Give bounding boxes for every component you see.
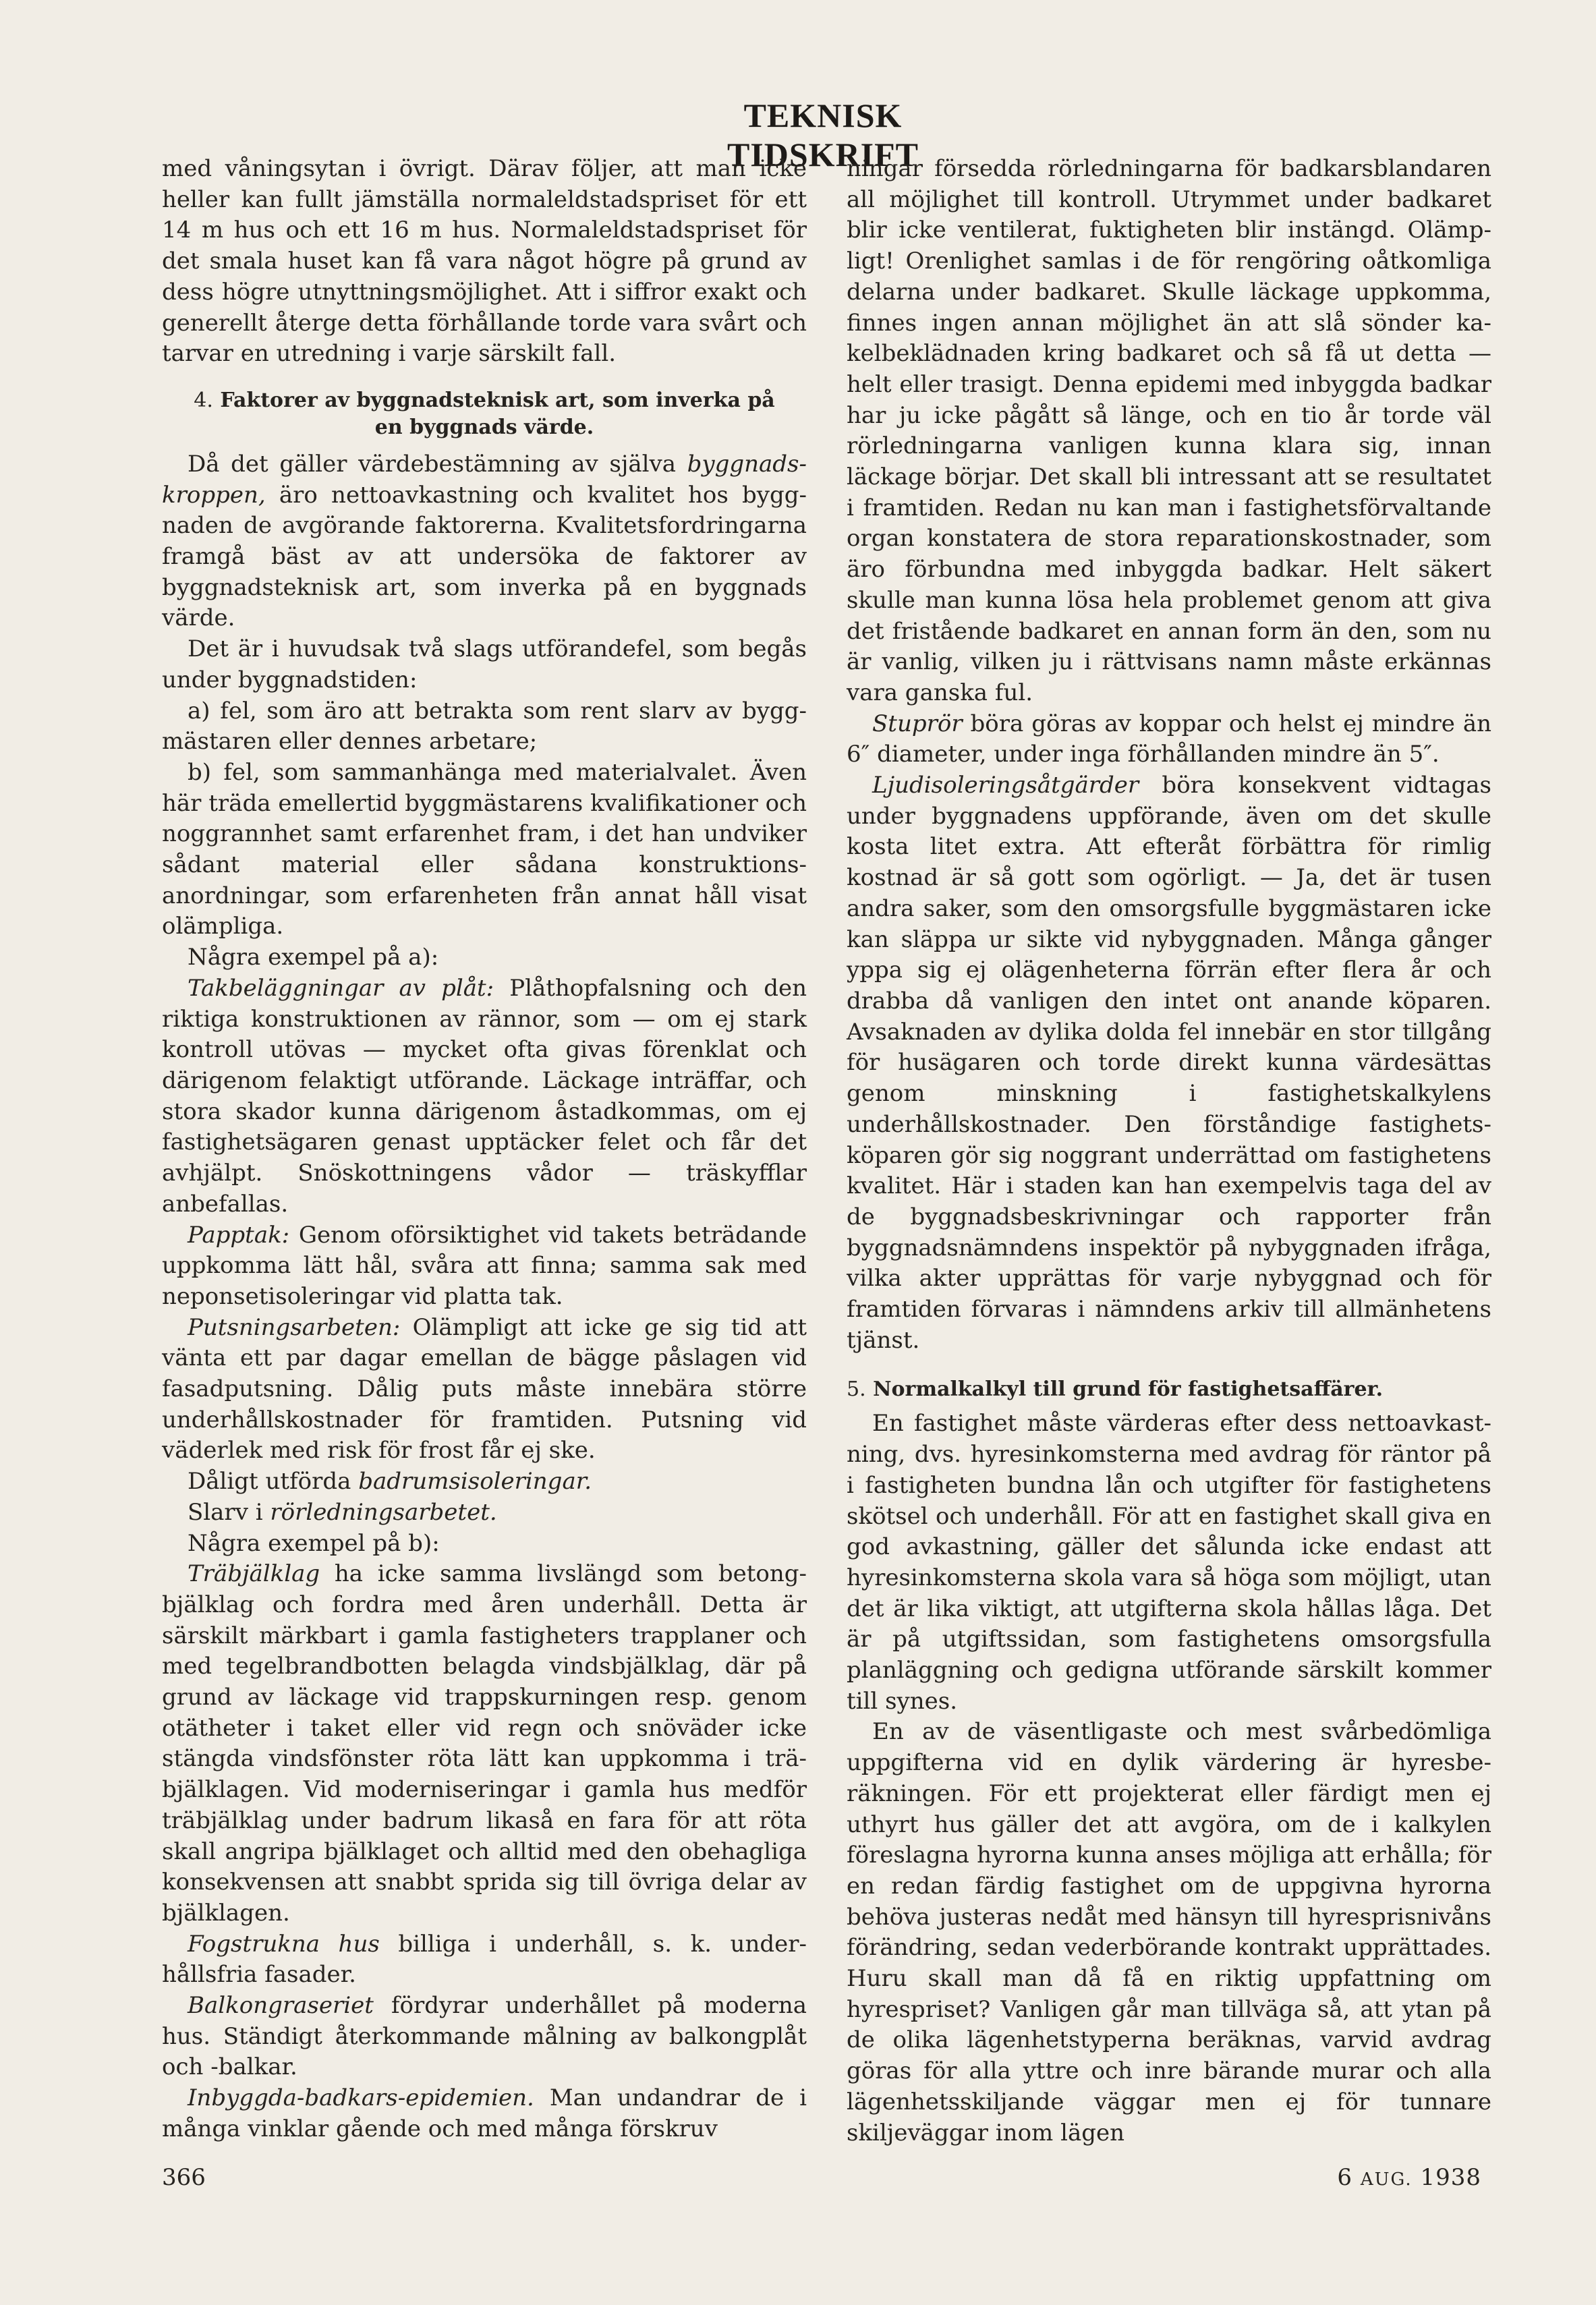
paragraph: Papptak: Genom oförsiktighet vid takets beträdande uppkomma lätt hål, svåra att finna; samma sak med neponsetisoleringar vid platta tak. [162,1221,807,1310]
issue-day: 6 [1337,2164,1353,2191]
left-column [162,154,807,2145]
paragraph: Det är i huvudsak två slags utförandefel, som begås under byggnadstiden: [162,635,807,693]
paragraph: Stuprör böra göras av koppar och helst ej mindre än 6″ diameter, under inga förhållanden mindre än 5″. [847,710,1491,768]
journal-header: TEKNISK TIDSKRIFT [726,96,919,173]
issue-date [1337,2164,1481,2191]
page-number: 366 [162,2164,206,2191]
paragraph: Putsningsarbeten: Olämpligt att icke ge sig tid att vänta ett par dagar emellan de bägge påslagen vid fasadputsning. Dålig puts måste innebära större underhållskostnader för framtiden. Putsning vid väderlek med risk för frost får ej ske. [162,1313,807,1464]
paragraph: Dåligt utförda badrumsisoleringar. [188,1468,592,1496]
paragraph: ningar försedda rörledningarna för badkarsblandaren all möjlighet till kontroll. Utrymmet under badkaret blir icke ventilerat, fuktigheten blir instängd. Olämpligt! Orenlighet samlas i de för rengöring oåtkomliga delarna under badkaret. Skulle läckage uppkomma, finnes ingen annan möjlighet än att slå sönder kakelbeklädnaden kring badkaret och så få ut detta — helt eller trasigt. Denna epidemi med inbyggda badkar har ju icke pågått så länge, och en tio år torde väl rörledningarna vanligen kunna klara sig, innan läckage börjar. Det skall bli intressant att se resultatet i framtiden. Redan nu kan man i fastighetsförvaltande organ konstatera de stora reparationskostnader, som äro förbundna med inbyggda badkar. Helt säkert skulle man kunna lösa hela problemet genom att giva det fristående badkaret en annan form än den, som nu är vanlig, vilken ju i rättvisans namn måste erkännas vara ganska ful. [847,155,1491,706]
paragraph: Ljudisoleringsåtgärder böra konsekvent vidtagas under byggnadens uppförande, även om det skulle kosta litet extra. Att efteråt förbättra för rimlig kostnad är så gott som ogörligt. — Ja, det är tusen andra saker, som den omsorgsfulle byggmästaren icke kan släppa ur sikte vid nybyggnaden. Många gånger yppa sig ej olägenheterna förrän efter flera år och drabba då vanligen den intet ont anande köparen. Avsaknaden av dylika dolda fel innebär en stor tillgång för husägaren och torde direkt kunna värdesättas genom minskning i fastighetskalkylens underhållskostnader. Den förståndige fastighetsköparen gör sig noggrant underrättad om fastighetens kvalitet. Här i staden kan han exempelvis taga del av de byggnadsbeskrivningar och rapporter från byggnadsnämndens inspektör på nybyggnaden ifråga, vilka akter upprättas för varje nybyggnad och för framtiden förvaras i nämndens arkiv till allmänhetens tjänst. [847,772,1491,1354]
paragraph: a) fel, som äro att betrakta som rent slarv av byggmästaren eller dennes arbetare; [162,697,807,756]
issue-year: 1938 [1420,2164,1481,2191]
paragraph: med våningsytan i övrigt. Därav följer, att man icke heller kan fullt jämställa normaleldstadspriset för ett 14 m hus och ett 16 m hus. Normaleldstadspriset för det smala huset kan få vara något högre på grund av dess högre utnyttningsmöjlighet. Att i siffror exakt och generellt återge detta förhållande torde vara svårt och tarvar en utredning i varje särskilt fall. [162,155,807,368]
paragraph: Takbeläggningar av plåt: Plåthopfalsning och den riktiga konstruktionen av rännor, som — om ej stark kontroll utövas — mycket ofta givas förenklat och därigenom felaktigt utförande. Läckage inträffar, och stora skador kunna därigenom åstadkommas, om ej fastighetsägaren genast upptäcker felet och får det avhjälpt. Snöskottningens vådor — träskyfflar anbefallas. [162,974,807,1218]
paragraph: Träbjälklag ha icke samma livslängd som betongbjälklag och fordra med åren underhåll. Detta är särskilt märkbart i gamla fastigheters trapplaner och med tegelbrandbotten belagda vindsbjälklag, där på grund av läckage vid trappskurningen resp. genom otätheter i taket eller vid regn och snöväder icke stängda vindsfönster röta lätt kan uppkomma i träbjälklagen. Vid moderniseringar i gamla hus medför träbjälklag under badrum likaså en fara för att röta skall angripa bjälklaget och alltid med den obehagliga konsekvensen att snabbt sprida sig till övriga delar av bjälklagen. [162,1560,807,1927]
paragraph: Några exempel på b): [188,1529,440,1557]
paragraph: En av de väsentligaste och mest svårbedömliga uppgifterna vid en dylik värdering är hyresberäkningen. För ett projekterat eller färdigt men ej uthyrt hus gäller det att avgöra, om de i kalkylen föreslagna hyrorna kunna anses möjliga att erhålla; för en redan färdig fastighet om de uppgivna hyrorna behöva justeras nedåt med hänsyn till hyresprisnivåns förändring, sedan vederbörande kontrakt upprättades. Huru skall man då få en riktig uppfattning om hyrespriset? Vanligen går man tillväga så, att ytan på de olika lägenhetstyperna beräknas, varvid avdrag göras för alla yttre och inre bärande murar och alla lägenhetsskiljande väggar men ej för tunnare skiljeväggar inom lägen [847,1718,1491,2146]
paragraph: Då det gäller värdebestämning av själva byggnadskroppen, äro nettoavkastning och kvalitet hos byggnaden de avgörande faktorerna. Kvalitetsfordringarna framgå bäst av att undersöka de faktorer av byggnadsteknisk art, som inverka på en byggnads värde. [162,450,807,632]
paragraph: Slarv i rörledningsarbetet. [188,1498,497,1526]
section-heading: 5. Normalkalkyl till grund för fastighetsaffärer. [847,1377,1384,1402]
paragraph: b) fel, som sammanhänga med materialvalet. Även här träda emellertid byggmästarens kvalifikationer och noggrannhet samt erfarenhet fram, i det han undviker sådant material eller sådana konstruktionsanordningar, som erfarenheten från annat håll visat olämpliga. [162,758,807,940]
issue-month: AUG. [1360,2169,1413,2190]
paragraph: Balkongraseriet fördyrar underhållet på moderna hus. Ständigt återkommande målning av balkongplåt och -balkar. [162,1992,807,2081]
right-column [847,154,1491,2149]
section-heading: 4. Faktorer av byggnadsteknisk art, som inverka på en byggnads värde. [194,388,775,439]
paragraph: Några exempel på a): [188,944,439,971]
paragraph: En fastighet måste värderas efter dess nettoavkastning, dvs. hyresinkomsterna med avdrag för räntor på i fastigheten bundna lån och utgifter för fastighetens skötsel och underhåll. För att en fastighet skall giva en god avkastning, gäller det sålunda icke endast att hyresinkomsterna skola vara så höga som möjligt, utan det är lika viktigt, att utgifterna skola hållas låga. Det är på utgiftssidan, som fastighetens omsorgsfulla planläggning och gedigna utförande särskilt kommer till synes. [847,1410,1491,1715]
paragraph: Fogstrukna hus billiga i underhåll, s. k. underhållsfria fasader. [162,1930,807,1989]
paragraph: Inbyggda-badkars-epidemien. Man undandrar de i många vinklar gående och med många förskruv [162,2084,807,2142]
